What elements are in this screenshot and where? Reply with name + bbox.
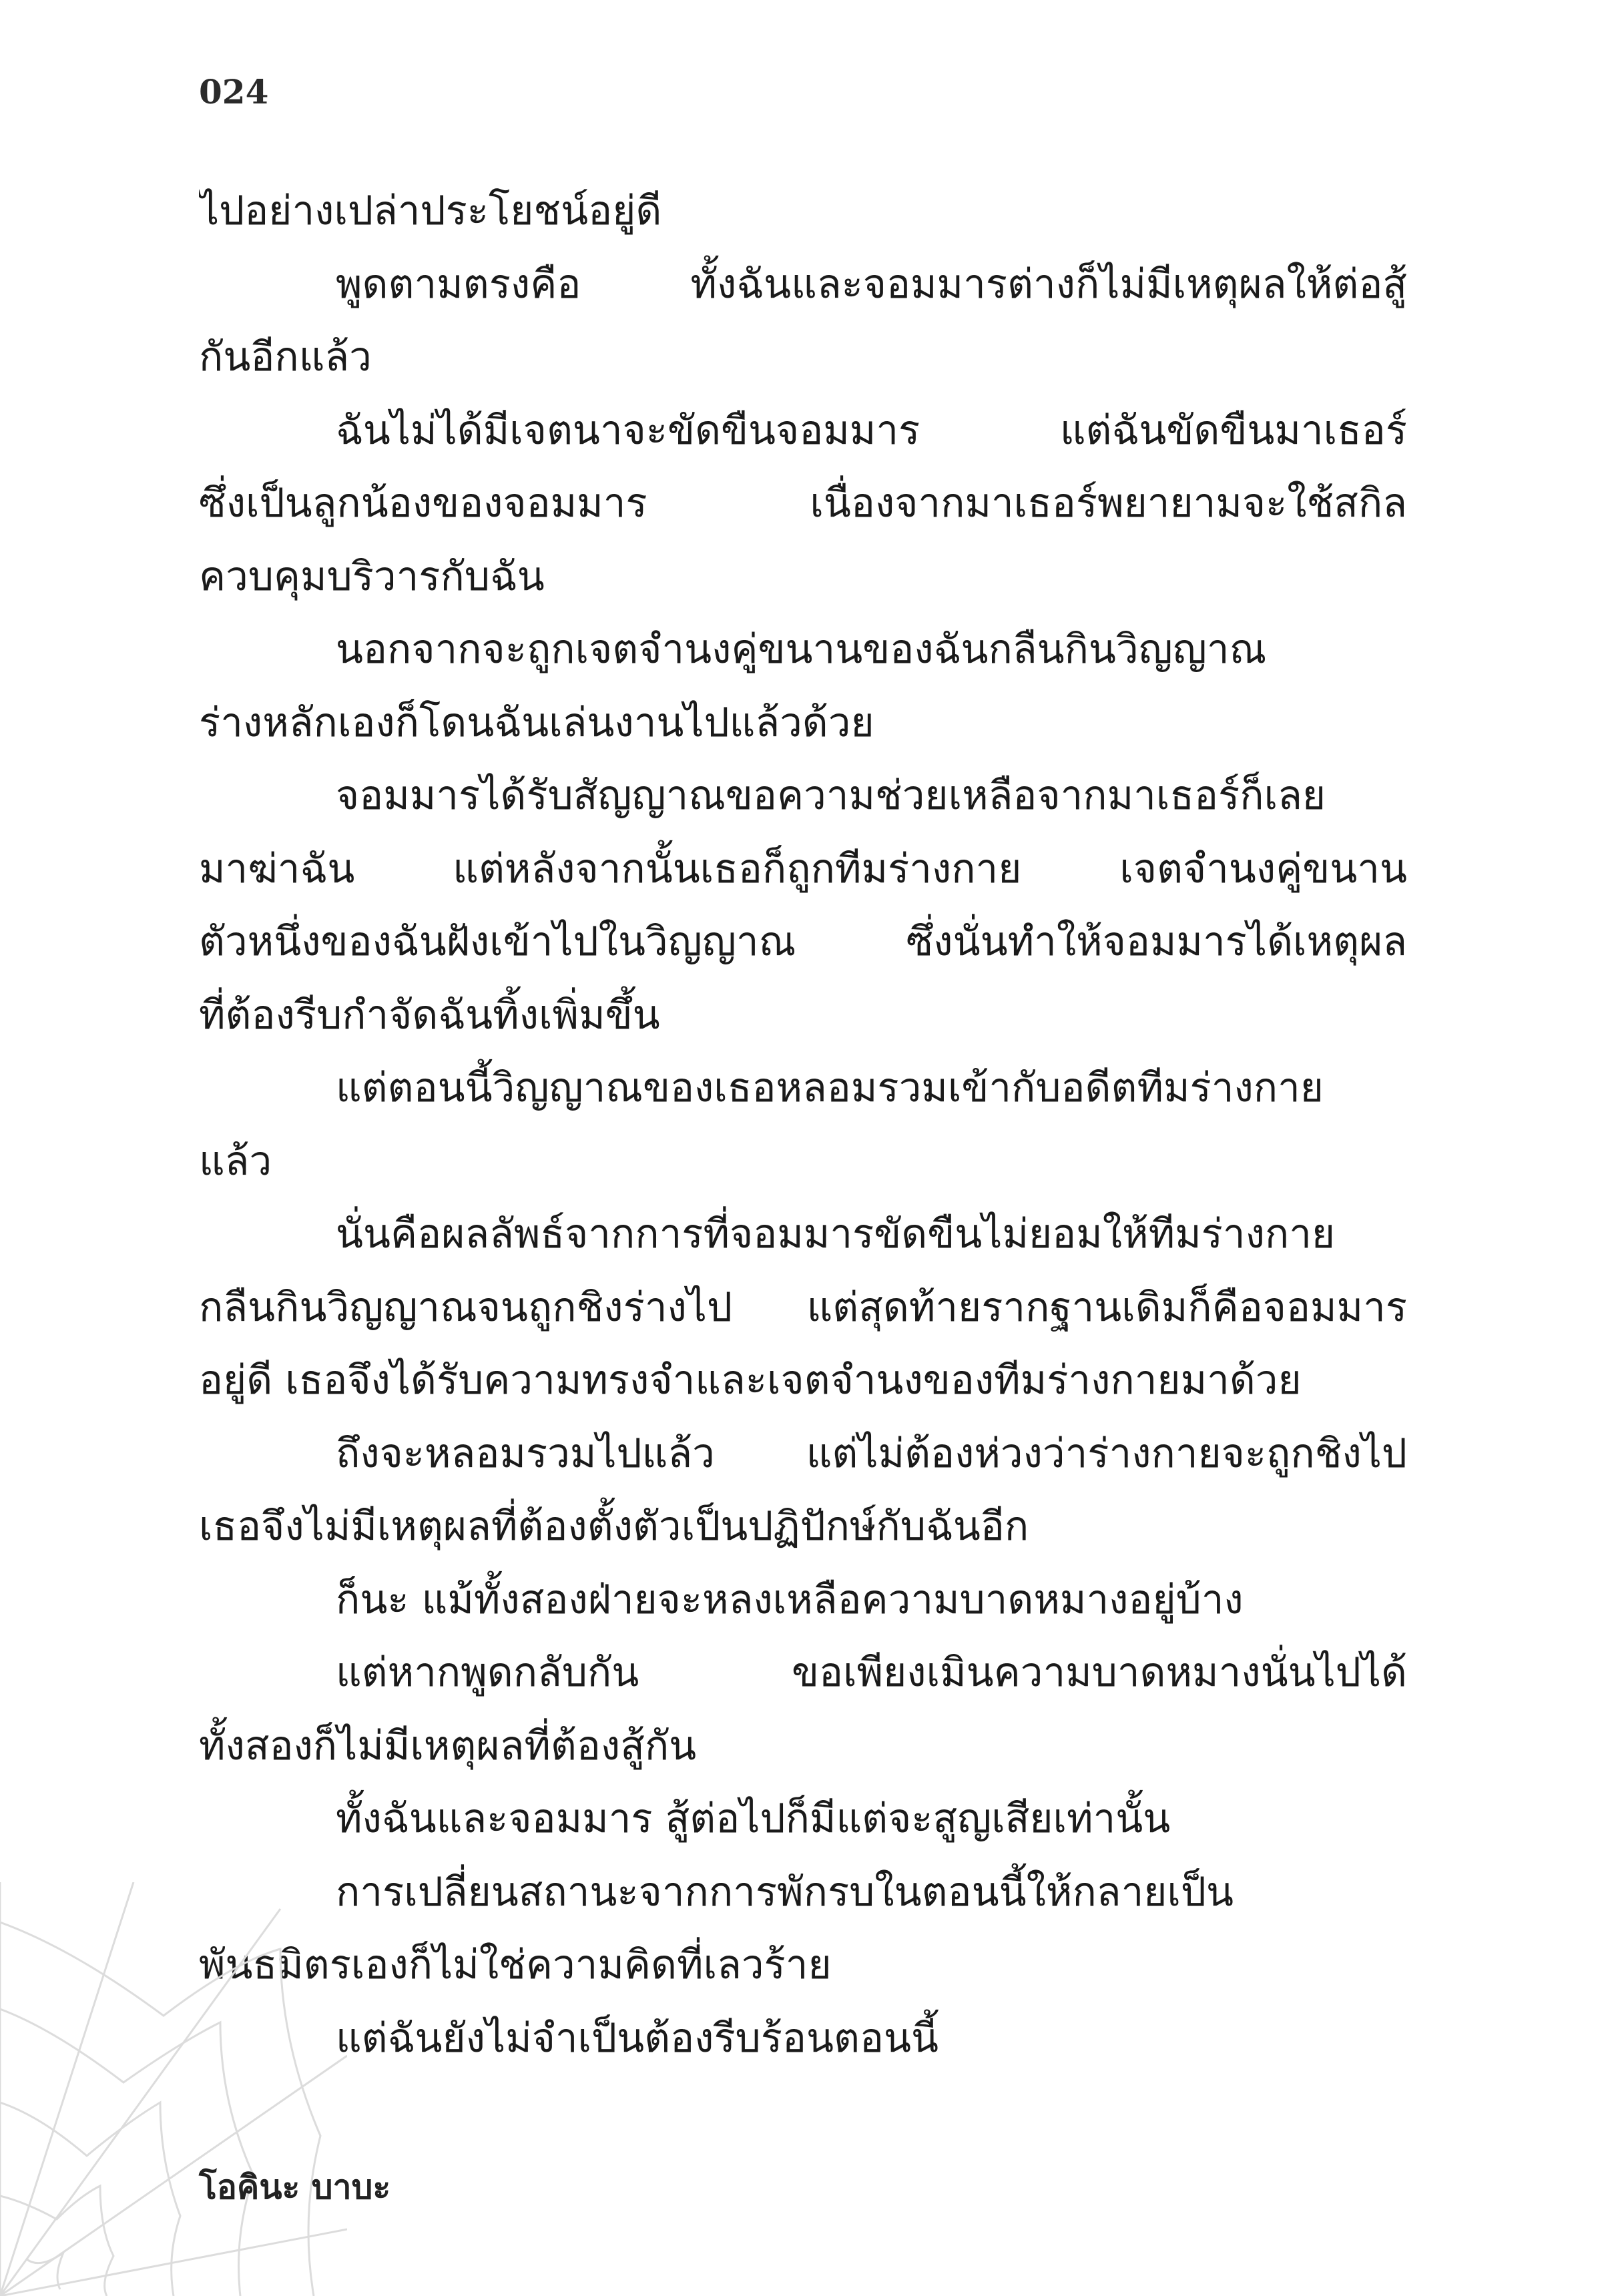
footer-author: โอคินะ บาบะ	[199, 2168, 391, 2207]
text-line: แต่หากพูดกลับกัน ขอเพียงเมินความบาดหมางนั่นไปได้	[336, 1649, 1407, 1696]
text-line: จอมมารได้รับสัญญาณขอความช่วยเหลือจากมาเธอร์ก็เลย	[336, 772, 1326, 819]
page-number: 024	[199, 72, 269, 111]
text-line: แต่ตอนนี้วิญญาณของเธอหลอมรวมเข้ากับอดีตทีมร่างกาย	[336, 1065, 1324, 1111]
text-line: อยู่ดี เธอจึงได้รับความทรงจำและเจตจำนงของทีมร่างกายมาด้วย	[199, 1357, 1302, 1404]
text-line: แต่ฉันยังไม่จำเป็นต้องรีบร้อนตอนนี้	[336, 2014, 939, 2062]
text-line: แล้ว	[199, 1137, 272, 1185]
text-line: ทั้งสองก็ไม่มีเหตุผลที่ต้องสู้กัน	[199, 1722, 697, 1769]
text-line: การเปลี่ยนสถานะจากการพักรบในตอนนี้ให้กลายเป็น	[336, 1868, 1234, 1916]
text-line: มาฆ่าฉัน แต่หลังจากนั้นเธอก็ถูกทีมร่างกาย เจตจำนงคู่ขนาน	[199, 845, 1407, 892]
text-line: ทั้งฉันและจอมมาร สู้ต่อไปก็มีแต่จะสูญเสียเท่านั้น	[336, 1795, 1171, 1842]
text-line: กลืนกินวิญญาณจนถูกชิงร่างไป แต่สุดท้ายรากฐานเดิมก็คือจอมมาร	[199, 1283, 1407, 1331]
text-line: ตัวหนึ่งของฉันฝังเข้าไปในวิญญาณ ซึ่งนั่นทำให้จอมมารได้เหตุผล	[199, 918, 1407, 965]
body-text	[199, 175, 1407, 2075]
text-line: ที่ต้องรีบกำจัดฉันทิ้งเพิ่มขึ้น	[199, 991, 660, 1039]
text-line: พันธมิตรเองก็ไม่ใช่ความคิดที่เลวร้าย	[199, 1942, 832, 1988]
text-line: ซึ่งเป็นลูกน้องของจอมมาร เนื่องจากมาเธอร์พยายามจะใช้สกิล	[199, 480, 1407, 527]
text-line: พูดตามตรงคือ ทั้งฉันและจอมมารต่างก็ไม่มีเหตุผลให้ต่อสู้	[336, 260, 1407, 308]
text-line: ไปอย่างเปล่าประโยชน์อยู่ดี	[199, 188, 662, 234]
text-line: ฉันไม่ได้มีเจตนาจะขัดขืนจอมมาร แต่ฉันขัดขืนมาเธอร์	[336, 406, 1407, 454]
text-line: เธอจึงไม่มีเหตุผลที่ต้องตั้งตัวเป็นปฏิปักษ์กับฉันอีก	[199, 1503, 1029, 1550]
text-line: กันอีกแล้ว	[199, 334, 372, 380]
text-line: ถึงจะหลอมรวมไปแล้ว แต่ไม่ต้องห่วงว่าร่างกายจะถูกชิงไป	[336, 1430, 1407, 1477]
spiderweb-decoration	[0, 1882, 347, 2296]
text-line: นอกจากจะถูกเจตจำนงคู่ขนานของฉันกลืนกินวิญญาณ	[336, 626, 1267, 673]
text-line: นั่นคือผลลัพธ์จากการที่จอมมารขัดขืนไม่ยอมให้ทีมร่างกาย	[336, 1211, 1336, 1257]
text-line: ร่างหลักเองก็โดนฉันเล่นงานไปแล้วด้วย	[199, 699, 874, 746]
text-line: ก็นะ แม้ทั้งสองฝ่ายจะหลงเหลือความบาดหมางอยู่บ้าง	[336, 1576, 1244, 1623]
text-line: ควบคุมบริวารกับฉัน	[199, 553, 545, 600]
